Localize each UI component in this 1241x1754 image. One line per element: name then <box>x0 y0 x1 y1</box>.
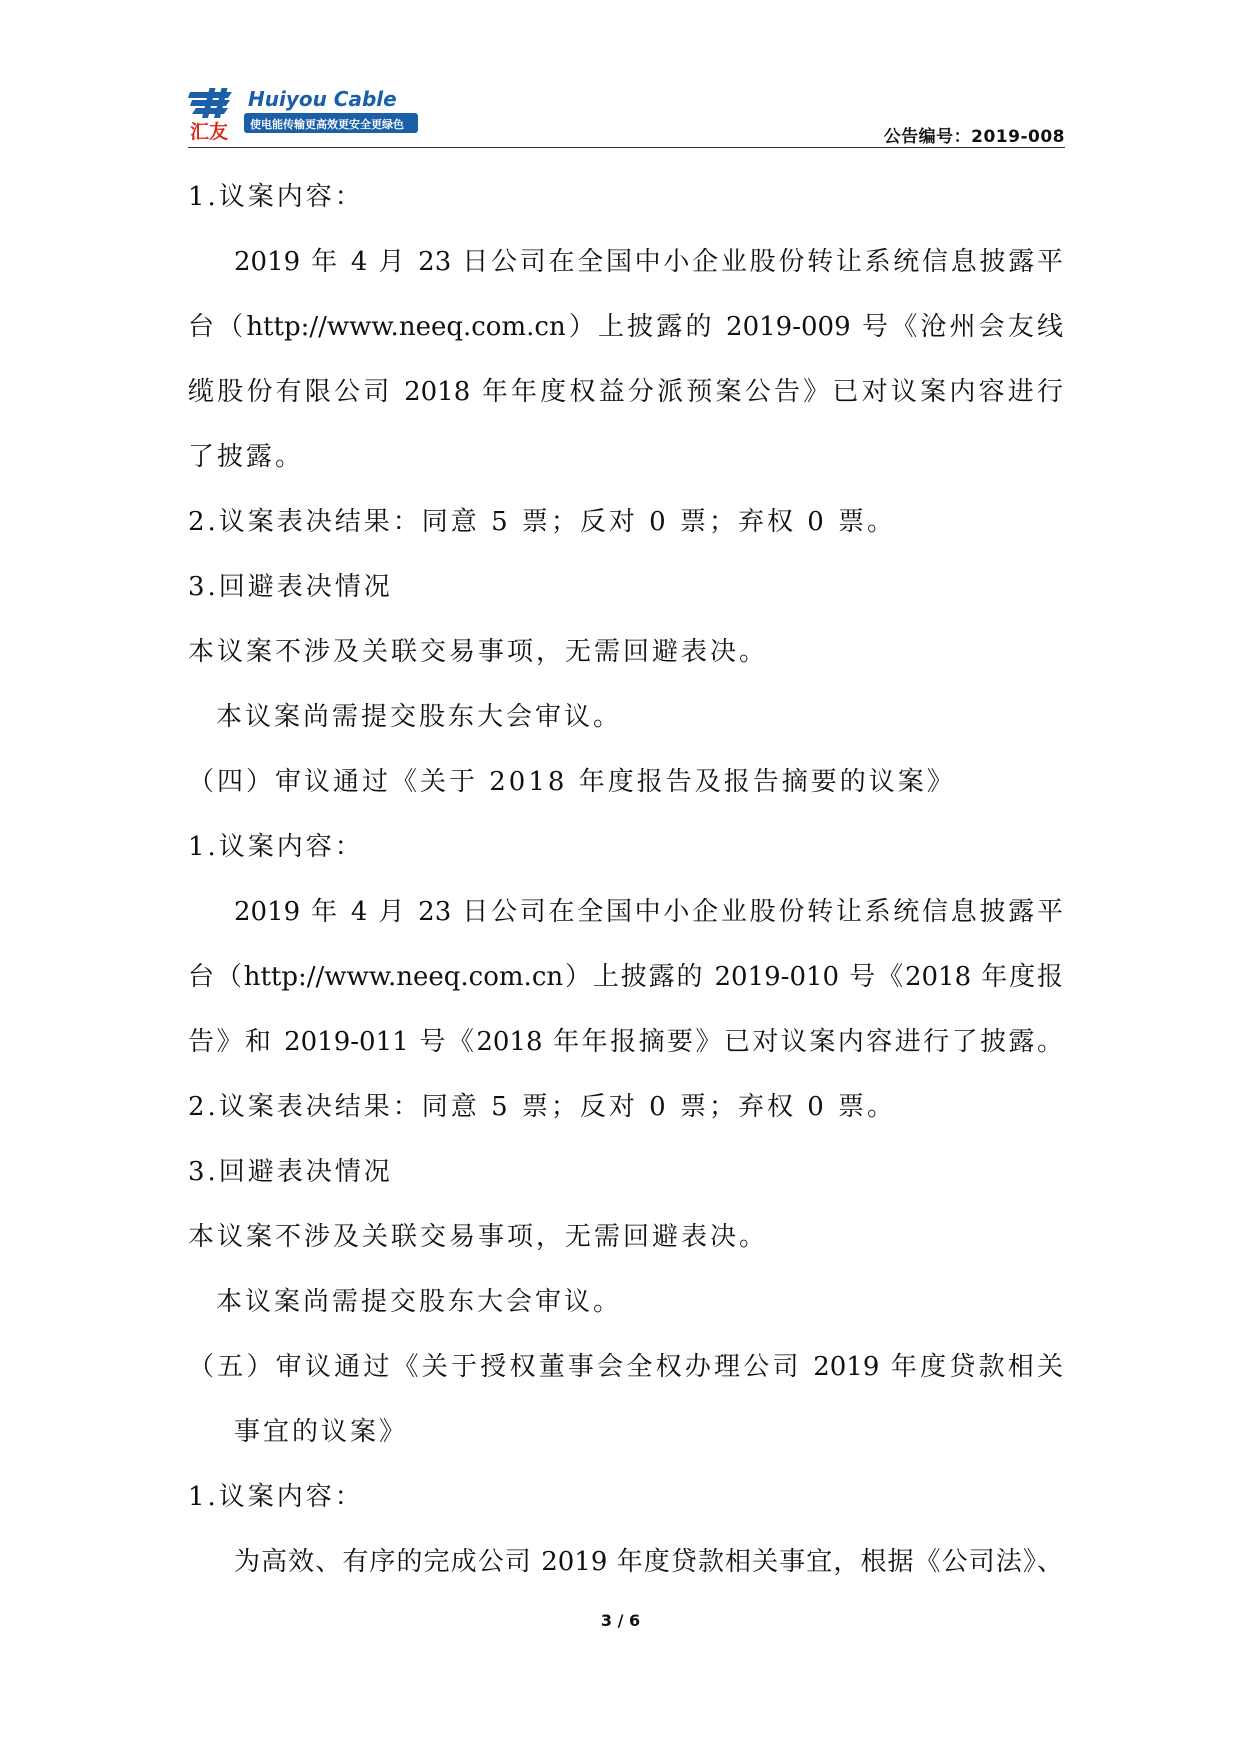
svg-text:汇友: 汇友 <box>190 121 229 142</box>
paragraph: 2.议案表决结果：同意 5 票；反对 0 票；弃权 0 票。 <box>188 507 897 537</box>
svg-text:使电能传输更高效更安全更绿色: 使电能传输更高效更安全更绿色 <box>250 118 404 131</box>
paragraph: 台（http://www.neeq.com.cn）上披露的 2019-009 号《沧州会友线 <box>188 312 1063 342</box>
paragraph: 缆股份有限公司 2018 年年度权益分派预案公告》已对议案内容进行 <box>188 377 1063 407</box>
company-logo <box>188 86 420 142</box>
paragraph: 本议案尚需提交股东大会审议。 <box>216 1287 623 1317</box>
paragraph: 3.回避表决情况 <box>188 572 393 602</box>
paragraph: 了披露。 <box>188 442 305 472</box>
paragraph: 2019 年 4 月 23 日公司在全国中小企业股份转让系统信息披露平 <box>234 897 1063 927</box>
paragraph: 1.议案内容： <box>188 1482 364 1512</box>
header-divider <box>188 147 1065 148</box>
section-heading: 事宜的议案》 <box>234 1417 409 1447</box>
section-heading: （四）审议通过《关于 2018 年度报告及报告摘要的议案》 <box>188 767 956 797</box>
paragraph: 本议案尚需提交股东大会审议。 <box>216 702 623 732</box>
document-body <box>188 165 1063 1595</box>
paragraph: 为高效、有序的完成公司 2019 年度贷款相关事宜，根据《公司法》、 <box>234 1547 1063 1577</box>
svg-text:Huiyou Cable: Huiyou Cable <box>248 87 397 111</box>
paragraph: 2019 年 4 月 23 日公司在全国中小企业股份转让系统信息披露平 <box>234 247 1063 277</box>
paragraph: 2.议案表决结果：同意 5 票；反对 0 票；弃权 0 票。 <box>188 1092 897 1122</box>
logo-mark-icon <box>188 88 232 118</box>
page-number: 3 / 6 <box>600 1611 641 1630</box>
announcement-number: 公告编号：2019-008 <box>883 127 1065 147</box>
paragraph: 本议案不涉及关联交易事项，无需回避表决。 <box>188 637 769 667</box>
paragraph: 台（http://www.neeq.com.cn）上披露的 2019-010 号《2018 年度报 <box>188 962 1063 992</box>
paragraph: 告》和 2019-011 号《2018 年年报摘要》已对议案内容进行了披露。 <box>188 1027 1063 1057</box>
paragraph: 1.议案内容： <box>188 182 364 212</box>
paragraph: 本议案不涉及关联交易事项，无需回避表决。 <box>188 1222 769 1252</box>
section-heading: （五）审议通过《关于授权董事会全权办理公司 2019 年度贷款相关 <box>188 1352 1063 1382</box>
paragraph: 1.议案内容： <box>188 832 364 862</box>
paragraph: 3.回避表决情况 <box>188 1157 393 1187</box>
